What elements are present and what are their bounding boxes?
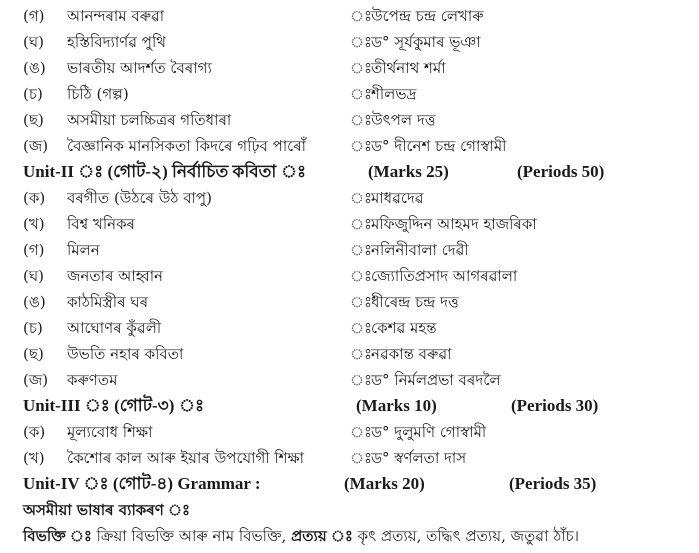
list-item [0, 341, 699, 367]
item-author: কেশৱ মহন্ত [371, 319, 437, 337]
list-item [0, 237, 699, 263]
list-item [0, 367, 699, 393]
item-colon: ঃ [350, 111, 373, 129]
list-item [0, 445, 699, 471]
unit-heading: Unit-III ঃ (গোট-৩) ঃ [23, 396, 205, 415]
list-item [0, 263, 699, 289]
item-author: ড° দীনেশ চন্দ্ৰ গোস্বামী [371, 137, 507, 155]
item-marker: (গ) [23, 241, 45, 259]
item-marker: (জ) [23, 137, 49, 155]
item-author: ধীৰেন্দ্ৰ চন্দ্ৰ দত্ত [371, 293, 459, 311]
item-title: ভাৰতীয় আদৰ্শত বৈৰাগ্য [67, 59, 212, 77]
item-marker: (গ) [23, 7, 45, 25]
unit-heading: Unit-IV ঃ (গোট-৪) Grammar : [23, 474, 261, 493]
unit-periods: (Periods 50) [517, 162, 605, 181]
term-label: বিভক্তি ঃ [23, 527, 92, 545]
item-title: বিশ্ব খনিকৰ [67, 215, 136, 233]
list-item [0, 81, 699, 107]
item-colon: ঃ [350, 215, 373, 233]
list-item [0, 185, 699, 211]
item-marker: (ক) [23, 189, 46, 207]
item-colon: ঃ [350, 241, 373, 259]
list-item [0, 133, 699, 159]
item-title: কৰুণতম [67, 371, 118, 389]
item-author: নলিনীবালা দেৱী [371, 241, 469, 259]
term-text: কৃৎ প্ৰত্যয়, তদ্ধিৎ প্ৰত্যয়, জতুৱা ঠাঁচ। [352, 527, 580, 545]
item-author: উপেন্দ্র চন্দ্র লেখাৰু [371, 7, 484, 25]
item-title: উভতি নহাৰ কবিতা [67, 345, 184, 363]
item-marker: (জ) [23, 371, 49, 389]
item-colon: ঃ [350, 319, 373, 337]
list-item [0, 211, 699, 237]
item-colon: ঃ [350, 189, 373, 207]
item-marker: (চ) [23, 85, 43, 103]
item-marker: (ঙ) [23, 293, 46, 311]
item-title: মূল্যবোধ শিক্ষা [67, 423, 153, 441]
list-item [0, 315, 699, 341]
item-marker: (ছ) [23, 111, 44, 129]
term-label: প্ৰত্যয় ঃ [291, 527, 353, 545]
item-colon: ঃ [350, 267, 373, 285]
item-title: অসমীয়া চলচ্চিত্ৰৰ গতিধাৰা [67, 111, 232, 129]
item-author: ড° সূৰ্যকুমাৰ ভূঞা [371, 33, 481, 51]
item-marker: (ঘ) [23, 267, 44, 285]
item-author: ড° নিৰ্মলপ্ৰভা বৰদলৈ [371, 371, 501, 389]
unit-marks: (Marks 25) [368, 162, 449, 181]
item-title: চিঠি (গল্প) [67, 85, 129, 103]
item-author: উৎপল দত্ত [371, 111, 436, 129]
grammar-heading-row [0, 497, 699, 523]
list-item [0, 419, 699, 445]
item-title: কৈশোৰ কাল আৰু ইয়াৰ উপযোগী শিক্ষা [67, 449, 305, 467]
item-author: ড° স্বৰ্ণলতা দাস [371, 449, 467, 467]
item-title: বৰগীত (উঠৰে উঠ বাপু) [67, 189, 212, 207]
item-marker: (চ) [23, 319, 43, 337]
item-marker: (ছ) [23, 345, 44, 363]
list-item [0, 289, 699, 315]
item-author: তীৰ্থনাথ শৰ্মা [371, 59, 446, 77]
unit-heading-row [0, 159, 699, 185]
item-author: ড° দুলুমণি গোস্বামী [371, 423, 487, 441]
item-title: বৈজ্ঞানিক মানসিকতা কিদৰে গঢ়িব পাৰোঁ [67, 137, 306, 155]
item-marker: (খ) [23, 449, 45, 467]
item-author: জ্যোতিপ্ৰসাদ আগৰৱালা [371, 267, 518, 285]
item-marker: (ক) [23, 423, 46, 441]
unit-periods: (Periods 30) [511, 396, 599, 415]
list-item [0, 55, 699, 81]
item-title: আঘোণৰ কুঁৱলী [67, 319, 162, 337]
item-colon: ঃ [350, 7, 373, 25]
item-colon: ঃ [350, 345, 373, 363]
item-title: মিলন [67, 241, 100, 259]
item-author: নৱকান্ত বৰুৱা [371, 345, 452, 363]
unit-heading-row [0, 471, 699, 497]
item-marker: (ঘ) [23, 33, 44, 51]
unit-heading: Unit-II ঃ (গোট-২) নিৰ্বাচিত কবিতা ঃ [23, 162, 307, 181]
unit-marks: (Marks 10) [356, 396, 437, 415]
item-author: মাধৱদেৱ [371, 189, 424, 207]
item-author: মফিজুদ্দিন আহমদ হাজৰিকা [371, 215, 537, 233]
item-colon: ঃ [350, 137, 373, 155]
item-colon: ঃ [350, 85, 373, 103]
grammar-line [0, 523, 699, 549]
item-marker: (ঙ) [23, 59, 46, 77]
list-item [0, 29, 699, 55]
item-colon: ঃ [350, 59, 373, 77]
item-author: শীলভদ্ৰ [371, 85, 417, 103]
item-colon: ঃ [350, 371, 373, 389]
unit-marks: (Marks 20) [344, 474, 425, 493]
list-item [0, 107, 699, 133]
item-colon: ঃ [350, 449, 373, 467]
unit-heading-row [0, 393, 699, 419]
item-colon: ঃ [350, 293, 373, 311]
term-text: ক্ৰিয়া বিভক্তি আৰু নাম বিভক্তি, [91, 527, 292, 545]
unit-periods: (Periods 35) [509, 474, 597, 493]
grammar-text [23, 523, 579, 549]
grammar-heading: অসমীয়া ভাষাৰ ব্যাকৰণ ঃ [23, 501, 190, 519]
item-marker: (খ) [23, 215, 45, 233]
item-title: হস্তিবিদ্যাৰ্ণৱ পুথি [67, 33, 166, 51]
item-colon: ঃ [350, 33, 373, 51]
item-title: জনতাৰ আহ্বান [67, 267, 163, 285]
item-colon: ঃ [350, 423, 373, 441]
item-title: আনন্দৰাম বৰুৱা [67, 7, 165, 25]
list-item [0, 3, 699, 29]
item-title: কাঠমিস্ত্ৰীৰ ঘৰ [67, 293, 149, 311]
